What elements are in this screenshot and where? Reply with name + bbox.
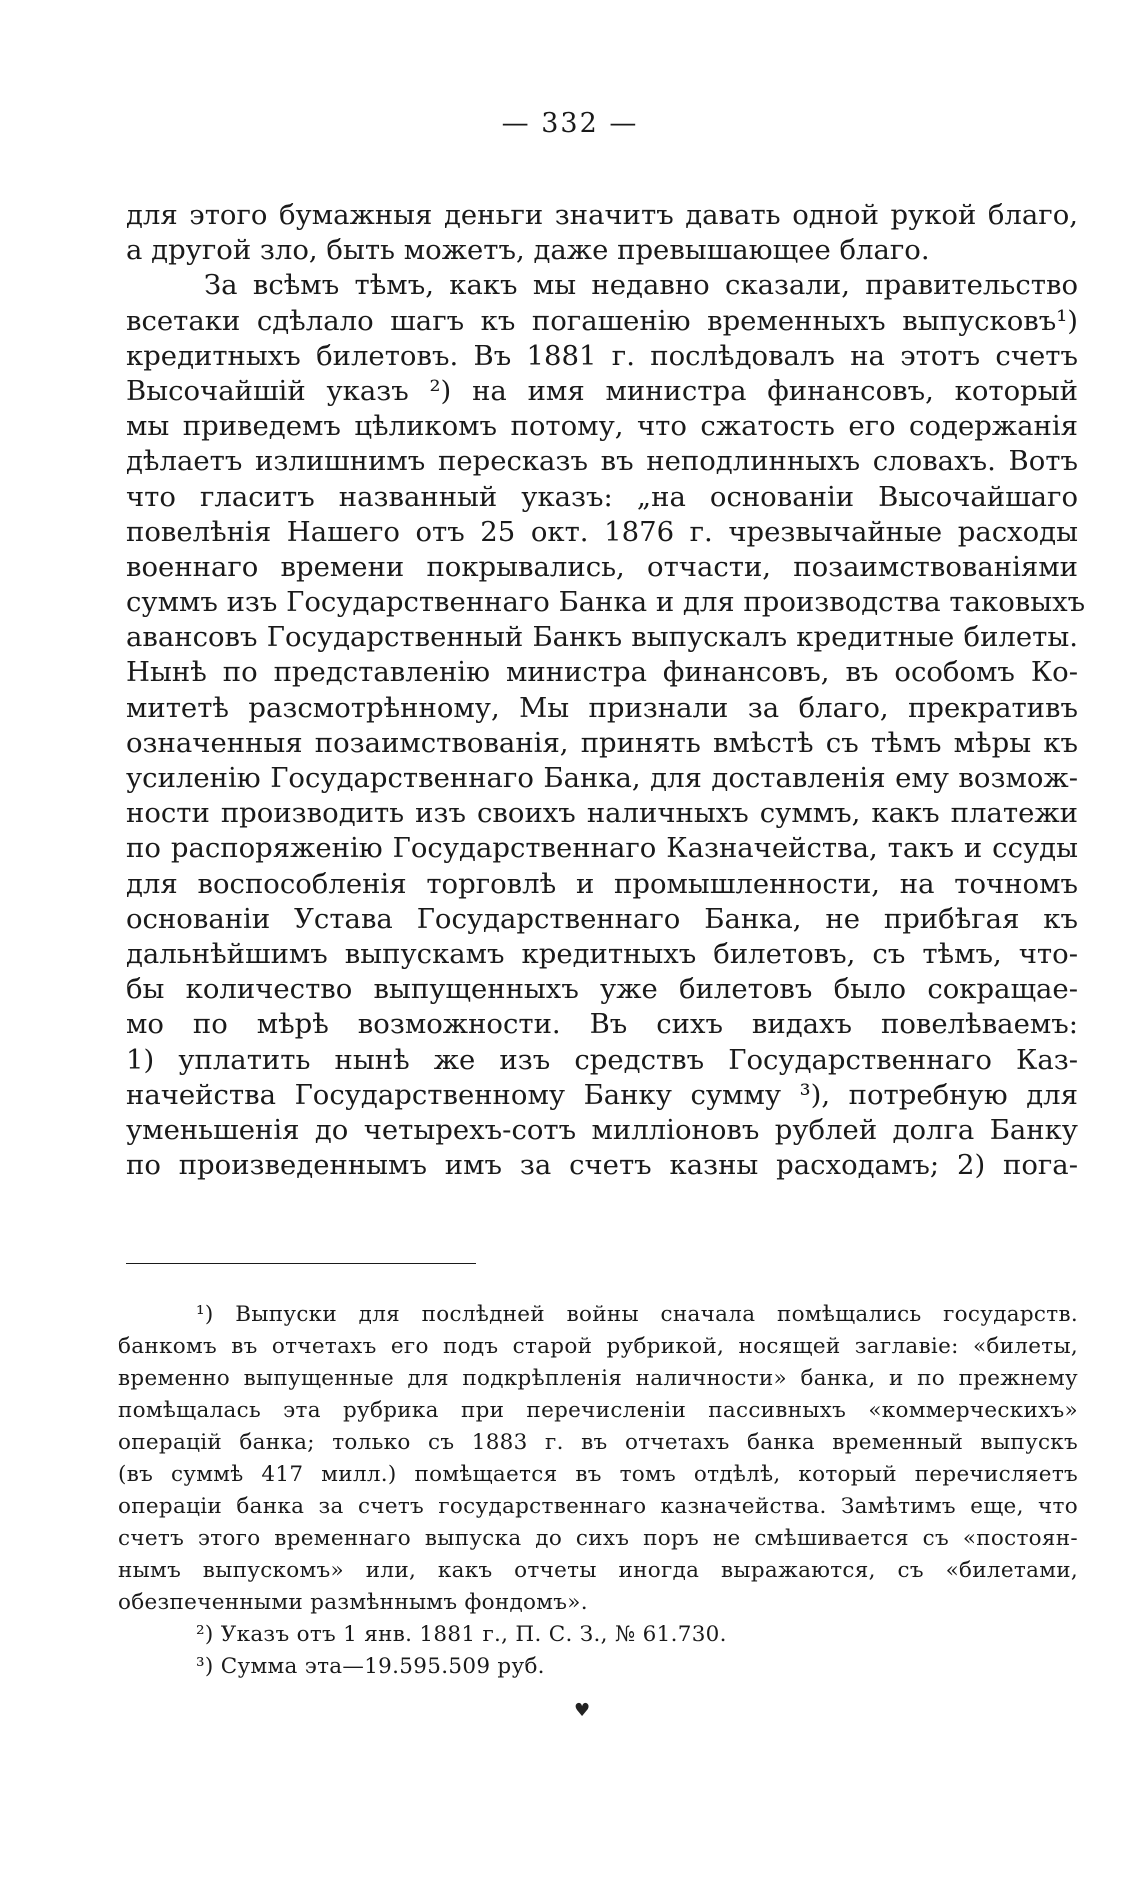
body-line: суммъ изъ Государственнаго Банка и для производства таковыхъ bbox=[126, 586, 1086, 619]
footnote-line: ²) Указъ отъ 1 янв. 1881 г., П. С. З., № 61.730. bbox=[196, 1622, 727, 1647]
body-line: повелѣнія Нашего отъ 25 окт. 1876 г. чрезвычайные расходы bbox=[126, 515, 1078, 548]
body-line: Высочайшій указъ ²) на имя министра финансовъ, который bbox=[126, 374, 1078, 407]
body-line: бы количество выпущенныхъ уже билетовъ было сокращае- bbox=[126, 973, 1078, 1006]
body-line: ности производить изъ своихъ наличныхъ суммъ, какъ платежи bbox=[126, 797, 1078, 830]
body-line: мы приведемъ цѣликомъ потому, что сжатость его содержанія bbox=[126, 410, 1078, 443]
body-line: для этого бумажныя деньги значитъ давать одной рукой благо, bbox=[126, 199, 1078, 231]
body-line: 1) уплатить нынѣ же изъ средствъ Государственнаго Каз- bbox=[126, 1043, 1078, 1076]
body-line: дальнѣйшимъ выпускамъ кредитныхъ билетовъ, съ тѣмъ, что- bbox=[126, 937, 1078, 970]
body-line: За всѣмъ тѣмъ, какъ мы недавно сказали, правительство bbox=[204, 269, 1078, 302]
body-line: для воспособленія торговлѣ и промышленности, на точномъ bbox=[126, 867, 1078, 900]
printer-ornament-icon: ♥ bbox=[574, 1700, 591, 1721]
body-line: военнаго времени покрывались, отчасти, позаимствованіями bbox=[126, 550, 1078, 583]
body-line: что гласитъ названный указъ: „на основаніи Высочайшаго bbox=[126, 480, 1078, 513]
footnote-line: операцій банка; только съ 1883 г. въ отчетахъ банка временный выпускъ bbox=[118, 1430, 1078, 1455]
body-line: дѣлаетъ излишнимъ пересказъ въ неподлинныхъ словахъ. Вотъ bbox=[126, 445, 1078, 478]
footnote-line: временно выпущенные для подкрѣпленія наличности» банка, и по прежнему bbox=[118, 1366, 1078, 1391]
footnotes bbox=[118, 1299, 1078, 1683]
body-line: по распоряженію Государственнаго Казначейства, такъ и ссуды bbox=[126, 832, 1078, 865]
body-line: означенныя позаимствованія, принять вмѣстѣ съ тѣмъ мѣры къ bbox=[126, 726, 1078, 759]
body-line: усиленію Государственнаго Банка, для доставленія ему возмож- bbox=[126, 762, 1078, 794]
footnote-line: банкомъ въ отчетахъ его подъ старой рубрикой, носящей заглавіе: «билеты, bbox=[118, 1334, 1078, 1359]
footnote-line: нымъ выпускомъ» или, какъ отчеты иногда выражаются, съ «билетами, bbox=[118, 1558, 1078, 1583]
body-text bbox=[126, 198, 1086, 1183]
footnote-line: обезпеченными размѣннымъ фондомъ». bbox=[118, 1590, 588, 1615]
footnote-line: помѣщалась эта рубрика при перечисленіи пассивныхъ «коммерческихъ» bbox=[118, 1398, 1078, 1423]
body-line: а другой зло, быть можетъ, даже превышающее благо. bbox=[126, 234, 930, 267]
body-line: кредитныхъ билетовъ. Въ 1881 г. послѣдовалъ на этотъ счетъ bbox=[126, 339, 1078, 372]
footnote-line: счетъ этого временнаго выпуска до сихъ поръ не смѣшивается съ «постоян- bbox=[118, 1526, 1078, 1551]
body-line: уменьшенія до четырехъ-сотъ милліоновъ рублей долга Банку bbox=[126, 1113, 1078, 1146]
body-line: митетѣ разсмотрѣнному, Мы признали за благо, прекративъ bbox=[126, 691, 1078, 724]
body-line: основаніи Устава Государственнаго Банка, не прибѣгая къ bbox=[126, 902, 1078, 935]
body-line: начейства Государственному Банку сумму ³), потребную для bbox=[126, 1078, 1078, 1111]
body-line: всетаки сдѣлало шагъ къ погашенію временныхъ выпусковъ¹) bbox=[126, 304, 1078, 337]
body-line: Нынѣ по представленію министра финансовъ, въ особомъ Ко- bbox=[126, 656, 1078, 689]
body-line: по произведеннымъ имъ за счетъ казны расходамъ; 2) пога- bbox=[126, 1149, 1078, 1182]
body-line: мо по мѣрѣ возможности. Въ сихъ видахъ повелѣваемъ: bbox=[126, 1008, 1078, 1041]
body-line: авансовъ Государственный Банкъ выпускалъ кредитные билеты. bbox=[126, 621, 1078, 654]
footnote-line: (въ суммѣ 417 милл.) помѣщается въ томъ отдѣлѣ, который перечисляетъ bbox=[118, 1462, 1078, 1487]
footnote-separator bbox=[126, 1263, 476, 1264]
footnote-line: операціи банка за счетъ государственнаго казначейства. Замѣтимъ еще, что bbox=[118, 1494, 1078, 1519]
footnote-line: ³) Сумма эта—19.595.509 руб. bbox=[196, 1654, 545, 1679]
footnote-line: ¹) Выпуски для послѣдней войны сначала помѣщались государств. bbox=[196, 1302, 1078, 1327]
page-number: — 332 — bbox=[501, 108, 639, 139]
